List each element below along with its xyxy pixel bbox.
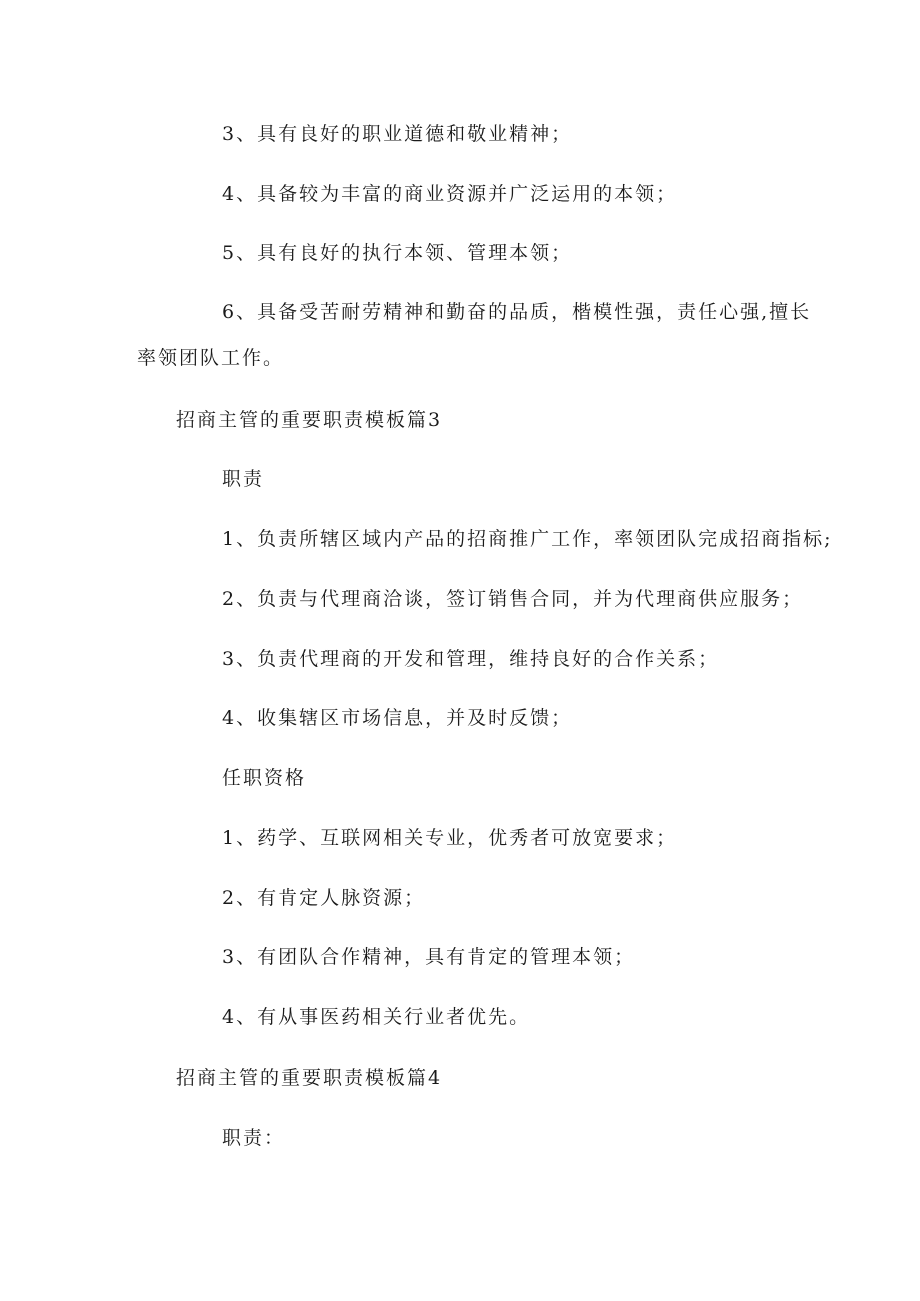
qualification-item-4: 4、有从事医药相关行业者优先。 <box>222 1006 531 1028</box>
requirement-item-6: 6、具备受苦耐劳精神和勤奋的品质，楷模性强，责任心强,擅长 <box>222 301 812 323</box>
qualifications-label: 任职资格 <box>222 767 307 789</box>
section-heading-3: 招商主管的重要职责模板篇3 <box>176 409 443 431</box>
duties-label-4: 职责： <box>222 1127 286 1149</box>
qualification-item-2: 2、有肯定人脉资源； <box>222 887 426 909</box>
qualification-item-1: 1、药学、互联网相关专业，优秀者可放宽要求； <box>222 827 678 849</box>
qualification-item-3: 3、有团队合作精神，具有肯定的管理本领； <box>222 946 636 968</box>
duty-item-2: 2、负责与代理商洽谈，签订销售合同，并为代理商供应服务； <box>222 588 804 610</box>
section-heading-4: 招商主管的重要职责模板篇4 <box>176 1067 443 1089</box>
requirement-item-3: 3、具有良好的职业道德和敬业精神； <box>222 123 573 145</box>
requirement-item-4: 4、具备较为丰富的商业资源并广泛运用的本领； <box>222 183 678 205</box>
requirement-item-6-continued: 率领团队工作。 <box>137 347 285 369</box>
duty-item-4: 4、收集辖区市场信息，并及时反馈； <box>222 707 573 729</box>
duty-item-1: 1、负责所辖区域内产品的招商推广工作，率领团队完成招商指标; <box>222 528 833 550</box>
duties-label: 职责 <box>222 468 265 490</box>
duty-item-3: 3、负责代理商的开发和管理，维持良好的合作关系； <box>222 648 720 670</box>
requirement-item-5: 5、具有良好的执行本领、管理本领； <box>222 242 573 264</box>
